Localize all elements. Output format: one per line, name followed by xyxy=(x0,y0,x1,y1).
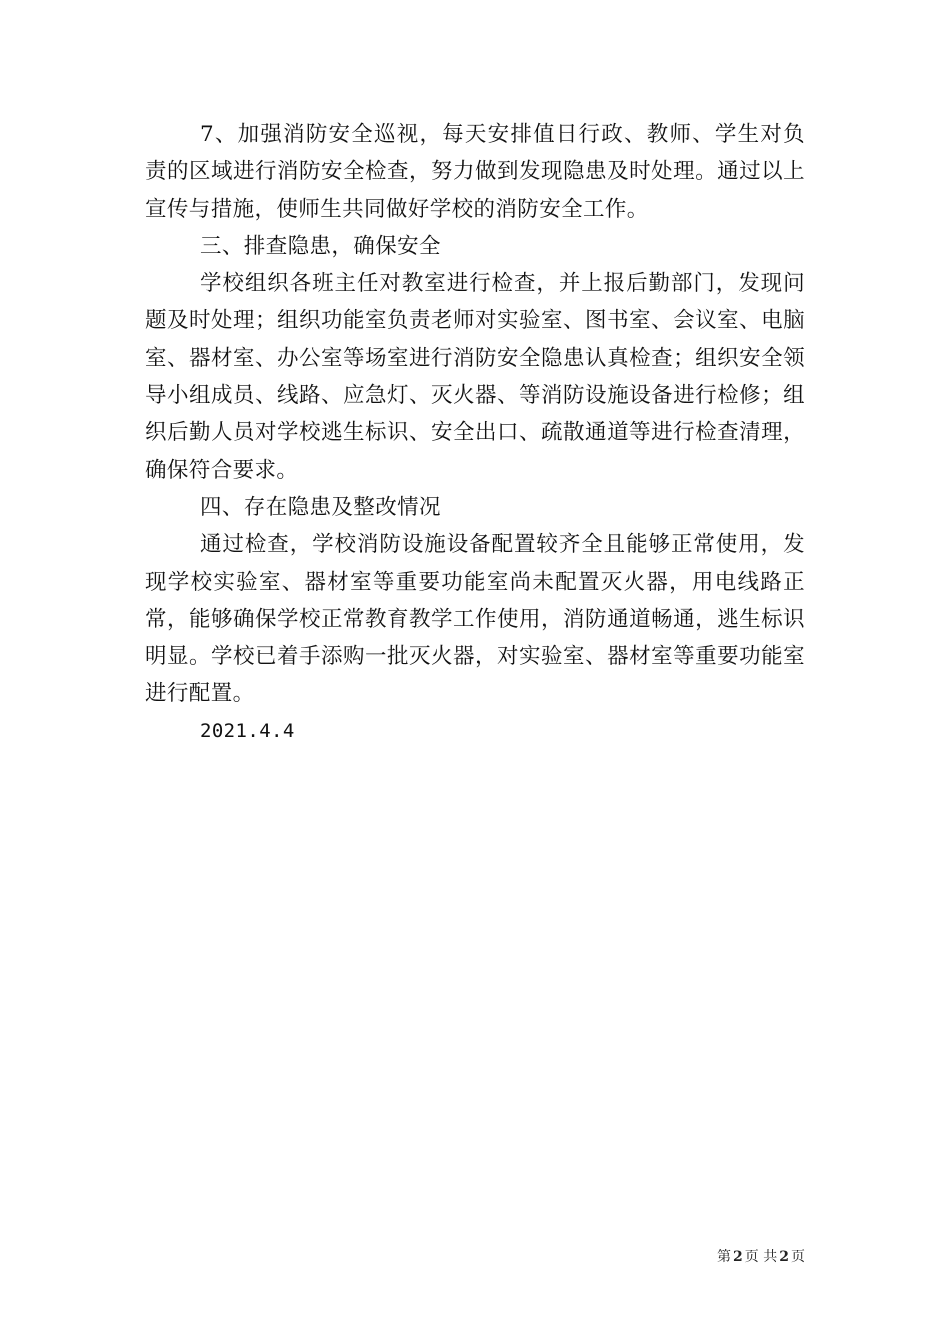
footer-prefix: 第 xyxy=(717,1249,732,1265)
document-body xyxy=(145,116,805,750)
document-date: 2021.4.4 xyxy=(200,719,295,742)
paragraph-fire-patrol: 7、加强消防安全巡视，每天安排值日行政、教师、学生对负责的区域进行消防安全检查，努力做到发现隐患及时处理。通过以上宣传与措施，使师生共同做好学校的消防安全工作。 xyxy=(145,122,805,222)
footer-current-page: 2 xyxy=(733,1249,743,1265)
footer-total-pages: 2 xyxy=(779,1249,789,1265)
footer-middle: 页 共 xyxy=(744,1249,778,1265)
paragraph-inspection: 学校组织各班主任对教室进行检查，并上报后勤部门，发现问题及时处理；组织功能室负责老师对实验室、图书室、会议室、电脑室、器材室、办公室等场室进行消防安全隐患认真检查；组织安全领导小组成员、线路、应急灯、灭火器、等消防设施设备进行检修；组织后勤人员对学校逃生标识、安全出口、疏散通道等进行检查清理，确保符合要求。 xyxy=(145,271,805,483)
paragraph-rectification: 通过检查，学校消防设施设备配置较齐全且能够正常使用，发现学校实验室、器材室等重要功能室尚未配置灭火器，用电线路正常，能够确保学校正常教育教学工作使用，消防通道畅通，逃生标识明显。学校已着手添购一批灭火器，对实验室、器材室等重要功能室进行配置。 xyxy=(145,532,805,707)
section-heading-3: 三、排查隐患，确保安全 xyxy=(200,233,441,259)
page-footer xyxy=(660,1247,805,1267)
section-heading-4: 四、存在隐患及整改情况 xyxy=(200,494,441,520)
footer-suffix: 页 xyxy=(791,1249,805,1265)
